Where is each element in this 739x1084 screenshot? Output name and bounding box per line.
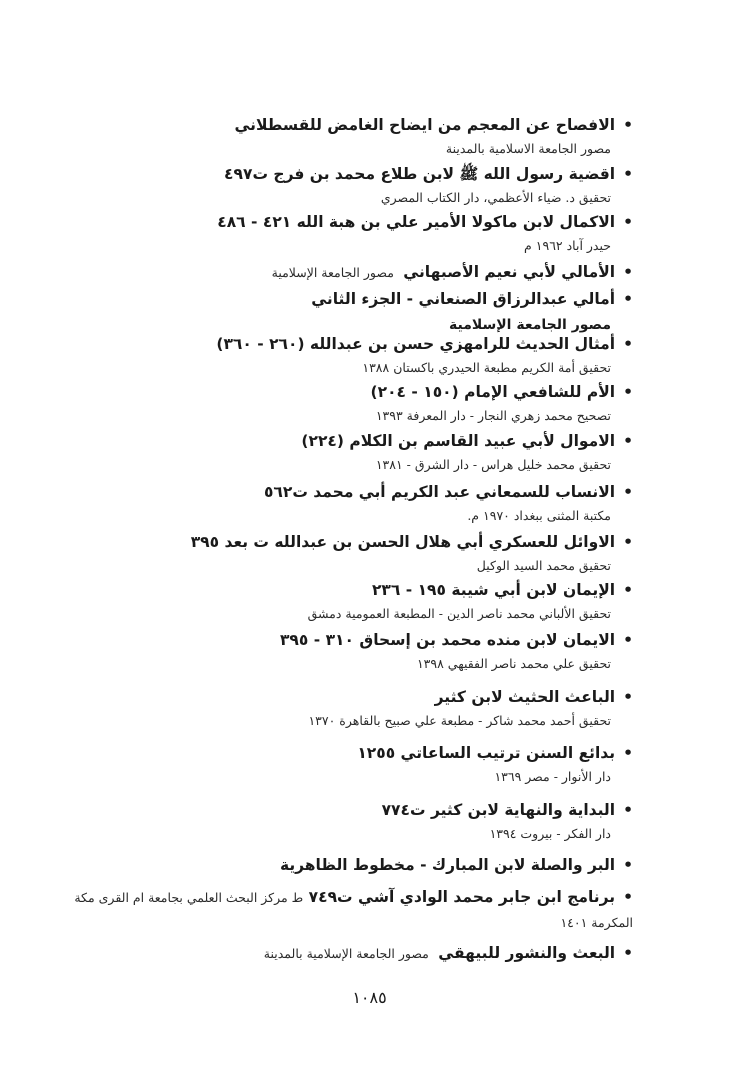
entry-detail: تصحيح محمد زهري النجار - دار المعرفة ١٣٩٣ — [375, 408, 611, 423]
entry-title: •الافصاح عن المعجم من ايضاح الغامض للقسطلاني — [234, 116, 633, 134]
bullet: • — [623, 688, 633, 706]
entry-title: •البداية والنهاية لابن كثير ت٧٧٤ — [381, 801, 633, 819]
entry-detail: تحقيق الألباني محمد ناصر الدين - المطبعة العمومية دمشق — [307, 606, 611, 621]
bullet: • — [623, 801, 633, 819]
entry-detail: دار الأنوار - مصر ١٣٦٩ — [494, 769, 611, 784]
entry-title: •الايمان لابن منده محمد بن إسحاق ٣١٠ - ٣٩٥ — [279, 631, 633, 649]
entry-detail: تحقيق أمة الكريم مطبعة الحيدري باكستان ١٣٨٨ — [362, 360, 611, 375]
entry-detail: المكرمة ١٤٠١ — [560, 915, 633, 930]
entry-inline-detail: مصور الجامعة الإسلامية بالمدينة — [263, 946, 429, 961]
bullet: • — [623, 856, 633, 874]
bullet: • — [623, 483, 633, 501]
entry-detail: حيدر آباد ١٩٦٢ م — [524, 238, 611, 253]
entry-inline-detail: ط مركز البحث العلمي بجامعة ام القرى مكة — [74, 890, 304, 905]
bullet: • — [623, 432, 633, 450]
page-number: ١٠٨٥ — [352, 988, 387, 1007]
entry-title: •الاوائل للعسكري أبي هلال الحسن بن عبدالله ت بعد ٣٩٥ — [190, 533, 633, 551]
entry-detail: تحقيق أحمد محمد شاكر - مطبعة علي صبيح بالقاهرة ١٣٧٠ — [308, 713, 611, 728]
entry-inline-detail: مصور الجامعة الإسلامية — [271, 265, 394, 280]
bullet: • — [623, 383, 633, 401]
entry-title: •الأمالي لأبي نعيم الأصبهاني مصور الجامعة الإسلامية — [271, 263, 633, 281]
bullet: • — [623, 631, 633, 649]
entry-detail: تحقيق علي محمد ناصر الفقيهي ١٣٩٨ — [416, 656, 611, 671]
bullet: • — [623, 888, 633, 906]
bullet: • — [623, 335, 633, 353]
bullet: • — [623, 263, 633, 281]
entry-title-continuation: مصور الجامعة الإسلامية — [448, 317, 611, 333]
entry-title: •بدائع السنن ترتيب الساعاتي ١٢٥٥ — [357, 744, 633, 762]
entry-detail: دار الفكر - بيروت ١٣٩٤ — [489, 826, 611, 841]
entry-title: •اقضية رسول الله ﷺ لابن طلاع محمد بن فرج ت٤٩٧ — [224, 165, 633, 183]
bullet: • — [623, 116, 633, 134]
entry-title: •الباعث الحثيث لابن كثير — [434, 688, 633, 706]
entry-detail: مصور الجامعة الاسلامية بالمدينة — [445, 141, 611, 156]
bullet: • — [623, 944, 633, 962]
bullet: • — [623, 213, 633, 231]
entry-title: •الأم للشافعي الإمام (١٥٠ - ٢٠٤) — [370, 383, 633, 401]
entry-title: •أمثال الحديث للرامهزي حسن بن عبدالله (٢٦٠ - ٣٦٠) — [216, 335, 633, 353]
bullet: • — [623, 744, 633, 762]
bullet: • — [623, 533, 633, 551]
bullet: • — [623, 290, 633, 308]
entry-title: •الانساب للسمعاني عبد الكريم أبي محمد ت٥٦٢ — [263, 483, 633, 501]
entry-detail: مكتبة المثنى ببغداد ١٩٧٠ م. — [467, 508, 611, 523]
entry-title: •برنامج ابن جابر محمد الوادي آشي ت٧٤٩ ط مركز البحث العلمي بجامعة ام القرى مكة — [74, 888, 633, 906]
entry-detail: تحقيق محمد السيد الوكيل — [476, 558, 611, 573]
entry-title: •الاموال لأبي عبيد القاسم بن الكلام (٢٢٤) — [301, 432, 633, 450]
entry-title: •الاكمال لابن ماكولا الأمير علي بن هبة الله ٤٢١ - ٤٨٦ — [217, 213, 633, 231]
entry-detail: تحقيق محمد خليل هراس - دار الشرق - ١٣٨١ — [375, 457, 611, 472]
entry-title: •الإيمان لابن أبي شيبة ١٩٥ - ٢٣٦ — [371, 581, 633, 599]
bullet: • — [623, 581, 633, 599]
entry-detail: تحقيق د. ضياء الأعظمي، دار الكتاب المصري — [380, 190, 611, 205]
bullet: • — [623, 165, 633, 183]
entry-title: •أمالي عبدالرزاق الصنعاني - الجزء الثاني — [311, 290, 633, 308]
entry-title: •البعث والنشور للبيهقي مصور الجامعة الإسلامية بالمدينة — [263, 944, 633, 962]
entry-title: •البر والصلة لابن المبارك - مخطوط الظاهرية — [279, 856, 633, 874]
